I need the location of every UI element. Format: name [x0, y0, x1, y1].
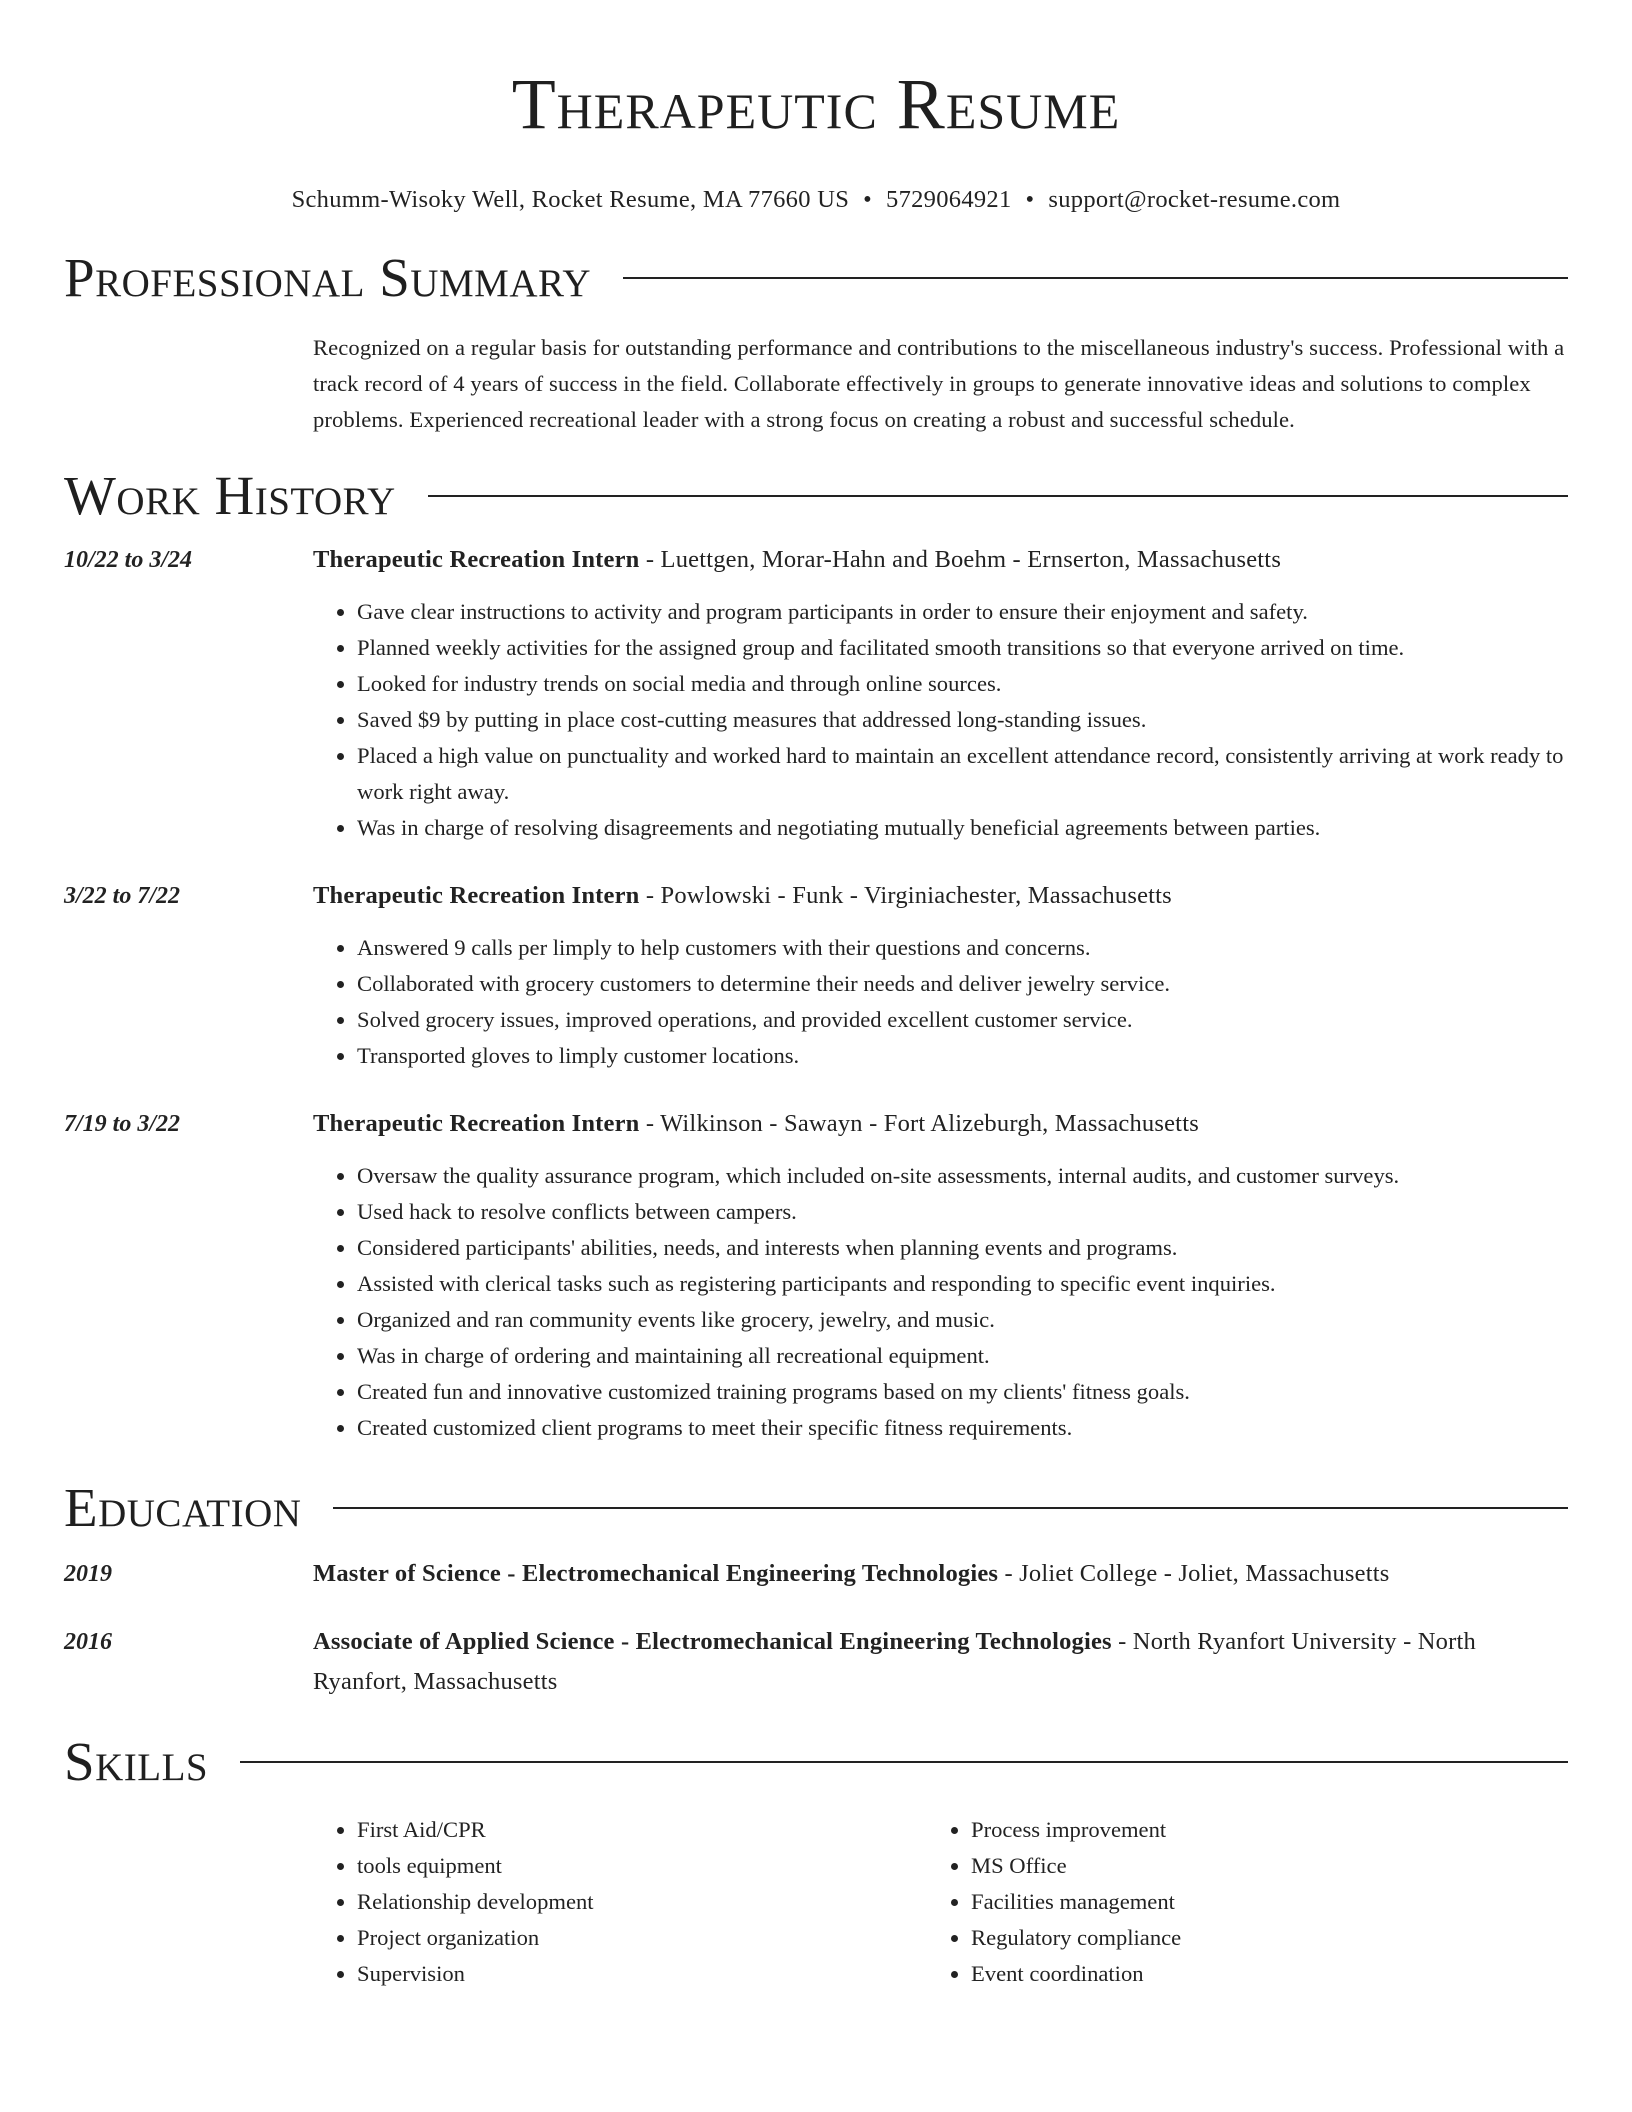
skill-item: • Supervision [357, 1956, 927, 1992]
job-heading [313, 878, 1568, 914]
job-dates: 3/22 to 7/22 [64, 883, 181, 909]
job-duty: • Assisted with clerical tasks such as registering participants and responding to specific event inquiries. [357, 1266, 1568, 1302]
job-entry [64, 1106, 1568, 1446]
education-degree: Master of Science - Electromechanical Engineering Technologies [313, 1560, 999, 1587]
summary-section-title: Professional Summary [64, 247, 592, 308]
skills-column-right [927, 1812, 1568, 1992]
education-body [313, 1622, 1568, 1702]
contact-separator: • [1025, 186, 1035, 213]
section-divider [428, 495, 1568, 497]
job-employer: - Powlowski - Funk - Virginiachester, Massachusetts [639, 882, 1172, 909]
education-school: - Joliet College - Joliet, Massachusetts [998, 1560, 1390, 1587]
job-duty: • Planned weekly activities for the assigned group and facilitated smooth transitions so that everyone arrived on time. [357, 630, 1568, 666]
job-duty: • Created fun and innovative customized training programs based on my clients' fitness goals. [357, 1374, 1568, 1410]
skill-item: • Regulatory compliance [971, 1920, 1568, 1956]
skill-item: • Facilities management [971, 1884, 1568, 1920]
education-body [313, 1554, 1568, 1594]
summary-section-header [64, 246, 1568, 310]
job-role: Therapeutic Recreation Intern [313, 882, 640, 909]
job-dates: 7/19 to 3/22 [64, 1111, 181, 1137]
contact-address: Schumm-Wisoky Well, Rocket Resume, MA 77660 US [291, 186, 850, 213]
education-degree: Associate of Applied Science - Electromechanical Engineering Technologies [313, 1628, 1112, 1655]
job-duty: • Created customized client programs to meet their specific fitness requirements. [357, 1410, 1568, 1446]
section-divider [333, 1507, 1568, 1509]
job-duty: • Was in charge of resolving disagreements and negotiating mutually beneficial agreements between parties. [357, 810, 1568, 846]
contact-phone: 5729064921 [886, 186, 1012, 213]
job-heading [313, 1106, 1568, 1142]
job-role: Therapeutic Recreation Intern [313, 546, 640, 573]
job-entry [64, 542, 1568, 846]
job-employer: - Luettgen, Morar-Hahn and Boehm - Ernserton, Massachusetts [639, 546, 1282, 573]
job-duty: • Answered 9 calls per limply to help customers with their questions and concerns. [357, 930, 1568, 966]
skills-list [313, 1812, 1568, 1992]
job-body [313, 1106, 1568, 1446]
job-duty: • Transported gloves to limply customer locations. [357, 1038, 1568, 1074]
resume-header [64, 0, 1568, 216]
contact-separator: • [863, 186, 873, 213]
job-duty: • Considered participants' abilities, needs, and interests when planning events and programs. [357, 1230, 1568, 1266]
skills-column-left [313, 1812, 927, 1992]
job-duties [313, 930, 1568, 1074]
skills-section-title: Skills [64, 1731, 209, 1792]
education-section-header [64, 1476, 1568, 1540]
skill-item: • MS Office [971, 1848, 1568, 1884]
resume-title: Therapeutic Resume [511, 64, 1121, 144]
summary-text: Recognized on a regular basis for outstanding performance and contributions to the miscellaneous industry's success. Professional with a track record of 4 years of success in the field. Collaborate effectively in groups to generate innovative ideas and solutions to complex problems. Experienced recreational leader with a strong focus on creating a robust and successful schedule. [313, 335, 1565, 432]
job-heading [313, 542, 1568, 578]
job-body [313, 878, 1568, 1074]
job-entry [64, 878, 1568, 1074]
job-dates: 10/22 to 3/24 [64, 547, 193, 573]
education-entry [64, 1622, 1568, 1702]
education-year: 2019 [64, 1561, 112, 1587]
job-duty: • Collaborated with grocery customers to determine their needs and deliver jewelry service. [357, 966, 1568, 1002]
job-duty: • Saved $9 by putting in place cost-cutting measures that addressed long-standing issues. [357, 702, 1568, 738]
skills-section-header [64, 1730, 1568, 1794]
job-duty: • Gave clear instructions to activity and program participants in order to ensure their enjoyment and safety. [357, 594, 1568, 630]
contact-line [64, 184, 1568, 216]
contact-email[interactable]: support@rocket-resume.com [1048, 186, 1341, 213]
education-year: 2016 [64, 1629, 112, 1655]
education-section-title: Education [64, 1477, 302, 1538]
education-entry [64, 1554, 1568, 1594]
work-section-title: Work History [64, 465, 396, 526]
skill-item: • tools equipment [357, 1848, 927, 1884]
job-duty: • Used hack to resolve conflicts between campers. [357, 1194, 1568, 1230]
job-body [313, 542, 1568, 846]
skill-item: • Process improvement [971, 1812, 1568, 1848]
job-duty: • Was in charge of ordering and maintaining all recreational equipment. [357, 1338, 1568, 1374]
section-divider [623, 277, 1568, 279]
job-duties [313, 594, 1568, 846]
work-section-header [64, 464, 1568, 528]
skill-item: • Relationship development [357, 1884, 927, 1920]
job-employer: - Wilkinson - Sawayn - Fort Alizeburgh, Massachusetts [639, 1110, 1199, 1137]
job-duty: • Placed a high value on punctuality and worked hard to maintain an excellent attendance record, consistently arriving at work ready to work right away. [357, 738, 1568, 810]
job-duty: • Solved grocery issues, improved operations, and provided excellent customer service. [357, 1002, 1568, 1038]
job-duty: • Looked for industry trends on social media and through online sources. [357, 666, 1568, 702]
skill-item: • First Aid/CPR [357, 1812, 927, 1848]
education-school: - North Ryanfort University - North Ryanfort, Massachusetts [313, 1628, 1476, 1695]
job-duty: • Oversaw the quality assurance program, which included on-site assessments, internal audits, and customer surveys. [357, 1158, 1568, 1194]
skill-item: • Event coordination [971, 1956, 1568, 1992]
skill-item: • Project organization [357, 1920, 927, 1956]
job-role: Therapeutic Recreation Intern [313, 1110, 640, 1137]
job-duty: • Organized and ran community events like grocery, jewelry, and music. [357, 1302, 1568, 1338]
job-duties [313, 1158, 1568, 1446]
section-divider [240, 1761, 1568, 1763]
